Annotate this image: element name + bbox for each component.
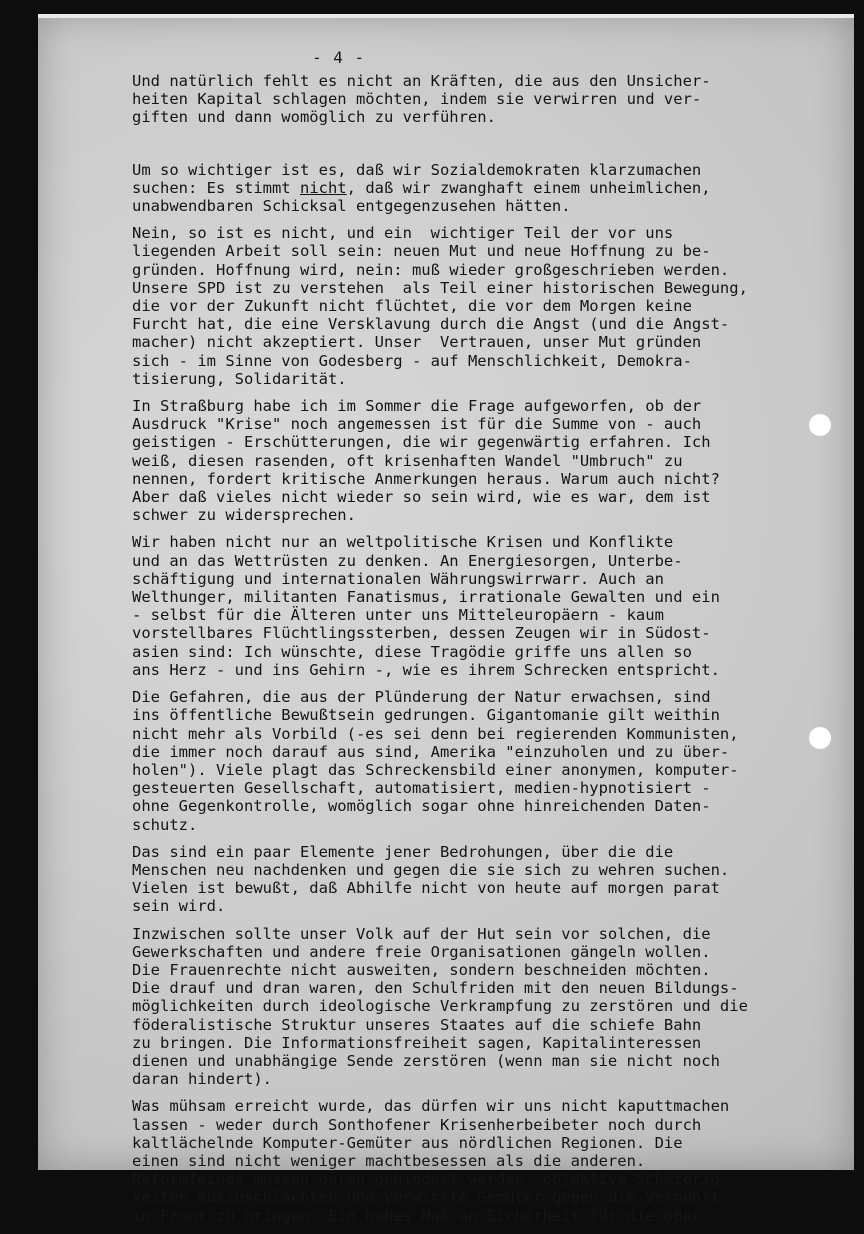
text-line: dienen und unabhängige Sende zerstören (wenn man sie nicht noch (132, 1051, 720, 1070)
text-line: ans Herz - und ins Gehirn -, wie es ihrem Schrecken entspricht. (132, 660, 720, 679)
text-line: schutz. (132, 815, 198, 834)
text-line: Die Frauenrechte nicht ausweiten, sondern beschneiden möchten. (132, 960, 711, 979)
text-line: Die drauf und dran waren, den Schulfriden mit den neuen Bildungs- (132, 979, 739, 998)
text-line: möglichkeiten durch ideologische Verkrampfung zu zerstören und die (132, 997, 748, 1016)
paragraph (132, 397, 802, 524)
page-number: - 4 - (312, 48, 366, 67)
text-line: heiten Kapital schlagen möchten, indem sie verwirren und ver- (132, 90, 702, 109)
paragraph (132, 1097, 802, 1224)
text-line: Um so wichtiger ist es, daß wir Sozialdemokraten klarzumachen (132, 160, 702, 179)
text-line: keiten auszuschlachten und verwirrte Gemüter gegen die Vernunft (132, 1188, 720, 1207)
text-line: ins öffentliche Bewußtsein gedrungen. Gigantomanie gilt weithin (132, 706, 720, 725)
text-line: Menschen neu nachdenken und gegen die sie sich zu wehren suchen. (132, 860, 730, 879)
text-line: Nein, so ist es nicht, und ein wichtiger Teil der vor uns (132, 224, 674, 243)
text-line: giften und dann womöglich zu verführen. (132, 108, 496, 127)
text-line: Und natürlich fehlt es nicht an Kräften, die aus den Unsicher- (132, 72, 711, 90)
text-line: die vor der Zukunft nicht flüchtet, die vor dem Morgen keine (132, 297, 692, 316)
text-line: gründen. Hoffnung wird, nein: muß wieder großgeschrieben werden. (132, 260, 730, 279)
text-line: föderalistische Struktur unseres Staates auf die schiefe Bahn (132, 1015, 702, 1034)
text-line: nennen, fordert kritische Anmerkungen heraus. Warum auch nicht? (132, 469, 720, 488)
paragraph (132, 224, 802, 388)
text-line: sein wird. (132, 897, 226, 916)
text-line: Reformfeinde müssen daran gehindert werden, objektive Schwierig- (132, 1170, 730, 1189)
text-line: einen sind nicht weniger machtbesessen als die anderen. (132, 1151, 646, 1170)
paragraph (132, 925, 802, 1089)
text-line: geistigen - Erschütterungen, die wir gegenwärtig erfahren. Ich (132, 433, 711, 452)
text-line: Vielen ist bewußt, daß Abhilfe nicht von heute auf morgen parat (132, 879, 720, 898)
text-line: Furcht hat, die eine Versklavung durch die Angst (und die Angst- (132, 315, 730, 334)
text-line: die immer noch darauf aus sind, Amerika "einzuholen und zu über- (132, 742, 730, 761)
text-line: Was mühsam erreicht wurde, das dürfen wir uns nicht kaputtmachen (132, 1097, 730, 1116)
paragraph (132, 843, 802, 916)
text-line: weiß, diesen rasenden, oft krisenhaften Wandel "Umbruch" zu (132, 451, 683, 470)
text-line: Inzwischen sollte unser Volk auf der Hut sein vor solchen, die (132, 924, 711, 943)
text-line: - selbst für die Älteren unter uns Mitteleuropäern - kaum (132, 606, 664, 625)
text-line: tisierung, Solidarität. (132, 369, 347, 388)
text-line: Unsere SPD ist zu verstehen als Teil einer historischen Bewegung, (132, 278, 748, 297)
text-line: Welthunger, militanten Fanatismus, irrationale Gewalten und ein (132, 588, 720, 607)
punch-hole (809, 414, 831, 436)
paragraph (132, 72, 802, 127)
document-body (132, 72, 802, 1234)
text-line: nicht mehr als Vorbild (-es sei denn bei regierenden Kommunisten, (132, 724, 739, 743)
text-line: schwer zu widersprechen. (132, 506, 356, 525)
underlined-word: nicht (299, 178, 347, 197)
text-line: vorstellbares Flüchtlingssterben, dessen Zeugen wir in Südost- (132, 624, 711, 643)
text-line: ohne Gegenkontrolle, womöglich sogar ohne hinreichenden Daten- (132, 797, 711, 816)
text-line: holen"). Viele plagt das Schreckensbild einer anonymen, komputer- (132, 760, 739, 779)
paragraph (132, 161, 802, 216)
text-line: suchen: Es stimmt nicht, daß wir zwanghaft einem unheimlichen, (132, 178, 711, 197)
text-line: zu bringen. Die Informationsfreiheit sagen, Kapitalinteressen (132, 1033, 702, 1052)
page-edge (38, 14, 854, 18)
text-line: lassen - weder durch Sonthofener Krisenherbeibeter noch durch (132, 1115, 702, 1134)
text-line: sich - im Sinne von Godesberg - auf Menschlichkeit, Demokra- (132, 351, 692, 370)
text-line: macher) nicht akzeptiert. Unser Vertrauen, unser Mut gründen (132, 333, 702, 352)
text-line: In Straßburg habe ich im Sommer die Frage aufgeworfen, ob der (132, 397, 702, 416)
text-line: schäftigung und internationalen Währungswirrwarr. Auch an (132, 569, 664, 588)
text-line: gesteuerten Gesellschaft, automatisiert, medien-hypnotisiert - (132, 779, 711, 798)
text-line: Ausdruck "Krise" noch angemessen ist für die Summe von - auch (132, 415, 702, 434)
text-line: asien sind: Ich wünschte, diese Tragödie griffe uns allen so (132, 642, 692, 661)
text-line: unabwendbaren Schicksal entgegenzusehen hätten. (132, 197, 571, 216)
paragraph (132, 533, 802, 679)
text-line: kaltlächelnde Komputer-Gemüter aus nördlichen Regionen. Die (132, 1133, 683, 1152)
paragraph (132, 688, 802, 834)
text-line: daran hindert). (132, 1070, 272, 1089)
text-line: Wir haben nicht nur an weltpolitische Krisen und Konflikte (132, 533, 674, 552)
punch-hole (809, 727, 831, 749)
text-line: Die Gefahren, die aus der Plünderung der Natur erwachsen, sind (132, 688, 711, 707)
text-line: und an das Wettrüsten zu denken. An Energiesorgen, Unterbe- (132, 551, 683, 570)
text-line: Aber daß vieles nicht wieder so sein wird, wie es war, dem ist (132, 488, 711, 507)
text-line: Gewerkschaften und andere freie Organisationen gängeln wollen. (132, 942, 711, 961)
text-line: in Front zu bringen. Ein hohes Maß an Sicherheit für die 80er (132, 1206, 702, 1225)
text-line: Das sind ein paar Elemente jener Bedrohungen, über die die (132, 842, 674, 861)
text-line: liegenden Arbeit soll sein: neuen Mut und neue Hoffnung zu be- (132, 242, 711, 261)
